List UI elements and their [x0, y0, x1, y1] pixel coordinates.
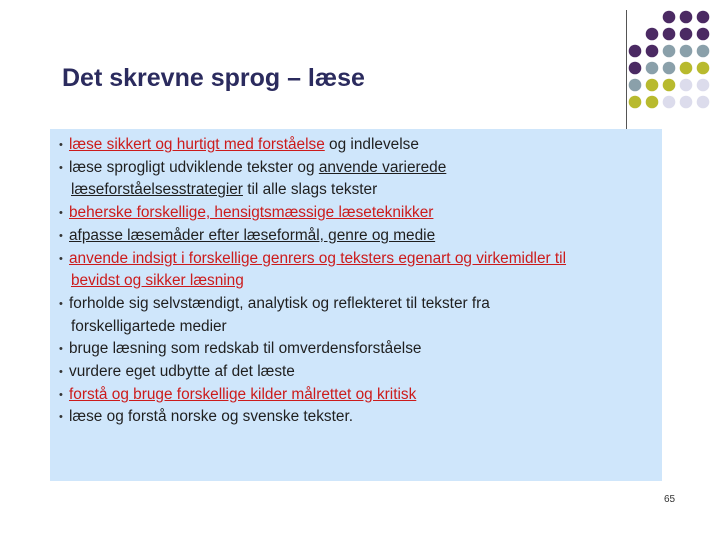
bullet-continuation: [59, 270, 657, 293]
decorative-dot: [680, 45, 693, 58]
bullet-text-red: forstå og bruge forskellige kilder målrettet og kritisk: [69, 385, 417, 403]
decorative-dot: [680, 62, 693, 75]
decorative-dot: [646, 28, 659, 41]
decorative-dot: [646, 62, 659, 75]
decorative-dot: [629, 79, 642, 92]
bullet-text-underlined: anvende varierede: [318, 158, 447, 176]
bullet-item: [59, 293, 657, 316]
decorative-dot: [663, 96, 676, 109]
bullet-text: læse og forstå norske og svenske tekster.: [69, 408, 354, 426]
bullet-item: [59, 406, 657, 429]
decorative-dot: [663, 11, 676, 24]
slide-title: Det skrevne sprog – læse: [62, 64, 365, 92]
decorative-dot: [629, 62, 642, 75]
bullet-item: [59, 384, 657, 407]
bullet-text: og indlevelse: [324, 136, 419, 153]
bullet-text: forskelligartede medier: [71, 317, 227, 335]
decorative-dot: [646, 79, 659, 92]
decorative-dot: [680, 79, 693, 92]
bullet-item: [59, 157, 657, 180]
decorative-dot: [697, 96, 710, 109]
decorative-dot: [629, 45, 642, 58]
decorative-dot: [697, 62, 710, 75]
bullet-text-underlined: læseforståelsesstrategier: [71, 181, 243, 199]
bullet-item: [59, 361, 657, 384]
decorative-dot: [663, 28, 676, 41]
decorative-dot: [697, 79, 710, 92]
bullet-item: [59, 225, 657, 248]
bullet-text: til alle slags tekster: [242, 181, 378, 199]
decorative-dot: [663, 79, 676, 92]
bullet-text-red: bevidst og sikker læsning: [71, 272, 244, 290]
decorative-dot: [697, 45, 710, 58]
bullet-text-red: læse sikkert og hurtigt med forståelse: [69, 136, 325, 153]
bullet-item: [59, 338, 657, 361]
bullet-continuation: [59, 179, 657, 202]
divider-line: [626, 10, 627, 134]
decorative-dot: [680, 11, 693, 24]
decorative-dot: [646, 45, 659, 58]
decorative-dot: [697, 11, 710, 24]
bullet-item: [59, 248, 657, 271]
decorative-dot: [680, 96, 693, 109]
decorative-dot: [663, 45, 676, 58]
decorative-dot: [646, 96, 659, 109]
bullet-text-underlined: afpasse læsemåder efter læseformål, genre og medie: [69, 226, 436, 244]
decorative-dot: [680, 28, 693, 41]
bullet-text: bruge læsning som redskab til omverdensforståelse: [69, 340, 422, 358]
bullet-text: læse sprogligt udviklende tekster og: [69, 158, 319, 176]
bullet-text-red: anvende indsigt i forskellige genrers og teksters egenart og virkemidler til: [69, 249, 567, 267]
bullet-item: [59, 134, 657, 157]
decorative-dot: [697, 28, 710, 41]
bullet-item: [59, 202, 657, 225]
page-number: 65: [664, 494, 676, 505]
decorative-dot: [663, 62, 676, 75]
bullet-text: forholde sig selvstændigt, analytisk og reflekteret til tekster fra: [69, 294, 490, 312]
decorative-dot: [629, 96, 642, 109]
bullet-continuation: [59, 316, 657, 339]
bullet-text: vurdere eget udbytte af det læste: [69, 363, 295, 381]
bullet-text-red: beherske forskellige, hensigtsmæssige læseteknikker: [69, 204, 434, 222]
bullet-list: [59, 134, 657, 429]
